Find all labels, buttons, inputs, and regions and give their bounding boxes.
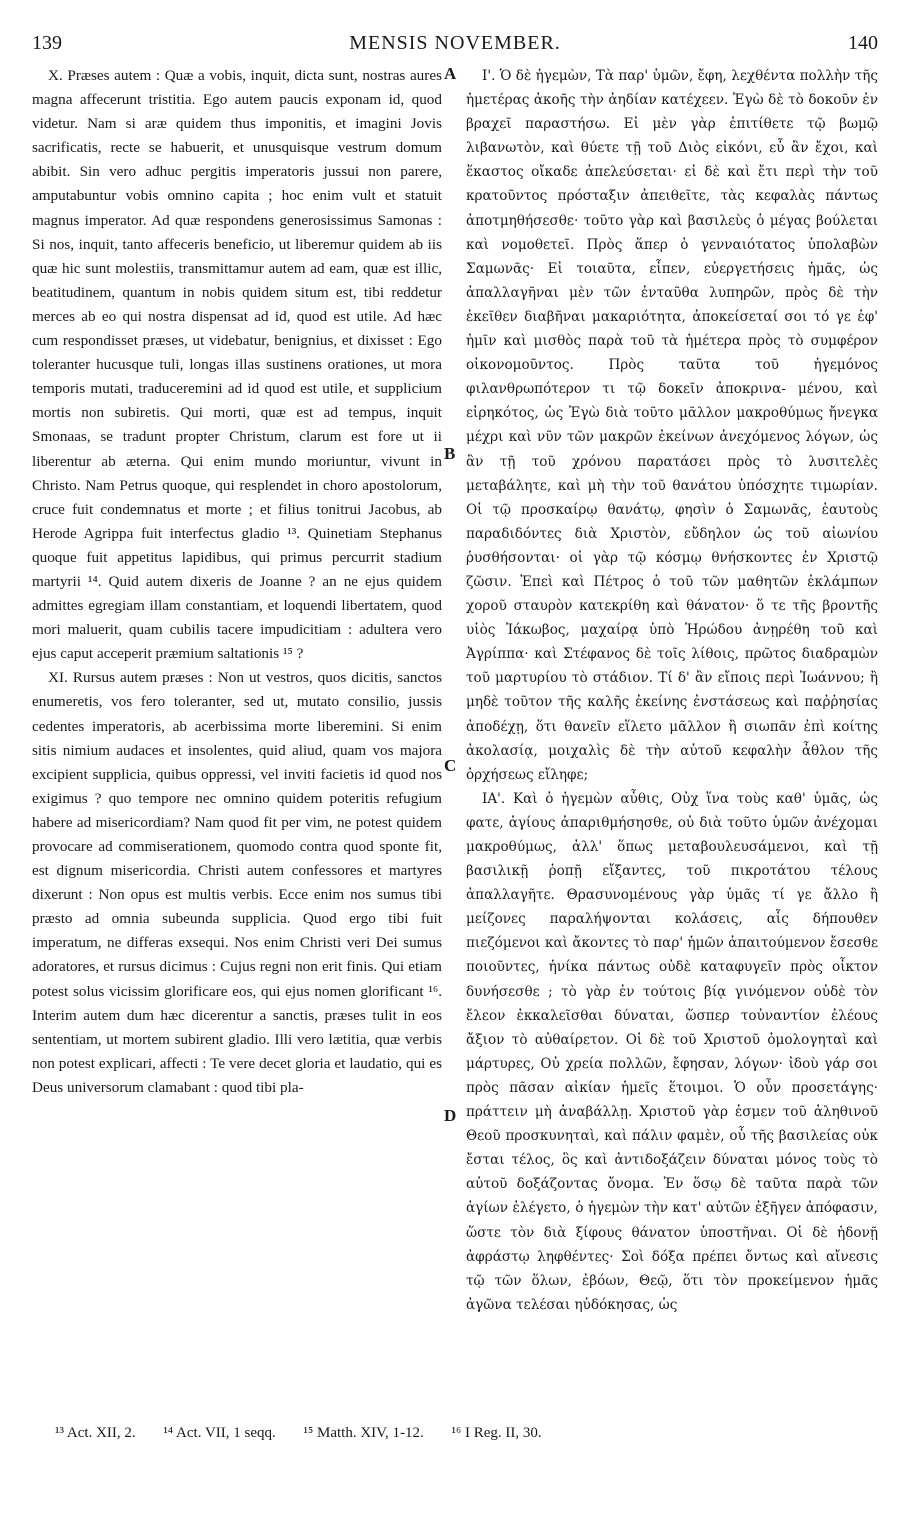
greek-paragraph-ia: ΙΑ'. Καὶ ὁ ἡγεμὼν αὖθις, Οὐχ ἵνα τοὺς καθ' ὑμᾶς, ὡς φατε, ἁγίους ἀπαριθμήσησθε, οὐ διὰ τοῦτο ὑμῶν ἀνέχομαι μακροθύμως, ἀλλ' ὅπως μεταβουλευσάμενοι, καὶ τῇ βασιλικῇ ῥοπῇ εἴξαντες, τοῦ πικροτάτου τέλους ἀπαλλαγῆτε. Θρασυνομένους γὰρ ὑμᾶς τί γε ἄλλο ἢ μείζονες παραλήψονται κολάσεις, αἷς δήπουθεν πιεζόμενοι καὶ ἄκοντες τὸ παρ' ἡμῶν ἀπαιτούμενον ἔσεσθε ποιοῦντες, ἡνίκα πάντως οὐδὲ καταφυγεῖν πρὸς οἶκτον δυνήσεσθε ; τὸ γὰρ ἐν τούτοις βίᾳ γινόμενον οὐδὲ τὸν ἔλεον ἐκκαλεῖσθαι δύναται, ὥσπερ τοὐναντίον ἐλέους ἄξιον τὸ αὐθαίρετον. Οἱ δὲ τοῦ Χριστοῦ ὁμολογηταὶ καὶ μάρτυρες, Οὐ χρεία πολλῶν, ἔφησαν, λόγων· ἰδοὺ γάρ σοι πρὸς πᾶσαν αἰκίαν ἡμεῖς ἕτοιμοι. Ὁ οὖν προσετάγης· πράττειν μὴ ἀναβάλλῃ. Χριστοῦ γὰρ ἐσμεν τοῦ ἀληθινοῦ Θεοῦ προσκυνηταὶ, καὶ πάλιν φαμὲν, οὗ τῆς βασιλείας οὐκ ἔσται τέλος, ὃς καὶ ἀντιδοξάζειν δύναται μόνος τοὺς τὸ αὐτοῦ δοξάζοντας ὄνομα. Ἐν ὅσῳ δὲ ταῦτα παρὰ τῶν ἁγίων ἐλέγετο, ὁ ἡγεμὼν τὴν κατ' αὐτῶν ἐξῆγεν ἀπόφασιν, ὥστε τὸν διὰ ξίφους θάνατον ὑποστῆναι. Οἱ δὲ ἡδονῇ ἀφράστῳ ληφθέντες· Σοὶ δόξα πρέπει ὄντως καὶ αἴνεσις τῷ τῶν ὅλων, ἐβόων, Θεῷ, ὅτι τὸν προκείμενον ἡμᾶς ἀγῶνα τελέσαι ηὐδόκησας, ὡς (466, 790, 878, 1313)
footnote-15: ¹⁵ Matth. XIV, 1-12. (303, 1425, 424, 1441)
greek-paragraph-i: Ι'. Ὁ δὲ ἡγεμὼν, Τὰ παρ' ὑμῶν, ἔφη, λεχθέντα πολλὴν τῆς ἡμετέρας ἀκοῆς τὴν ἀηδίαν κατέχεεν. Ἐγὼ δὲ τὸ δοκοῦν ἐν βραχεῖ παραστήσω. Εἰ μὲν γὰρ ἐπιτίθετε τῷ βωμῷ λιβανωτὸν, καὶ θύετε τῇ τοῦ Διὸς εἰκόνι, εὖ ἂν ἔχοι, καὶ ἕκαστος οἴκαδε ἀπελεύσεται· εἰ δὲ καὶ ἔτι περὶ τὴν τοῦ κρατοῦντος πρόσταξιν ἀπειθεῖτε, τὰς κεφαλὰς πάντως ἀποτμηθήσεσθε· τοῦτο γὰρ καὶ βασιλεὺς ὁ μέγας βούλεται καὶ νομοθετεῖ. Πρὸς ἅπερ ὁ γενναιότατος ὑπολαβὼν Σαμωνᾶς· Εἰ τοιαῦτα, εἶπεν, εὐεργετήσεις ἡμᾶς, ὡς ἀπαλλαγῆναι μὲν τῶν ἐνταῦθα λυπηρῶν, πρὸς δὲ τὴν ἐκεῖθεν διαβῆναι μακαριότητα, ἀποκείσεταί σοι τό γε ἐφ' ἡμῖν καὶ μισθὸς παρὰ τοῦ τὰ ἡμέτερα πρὸς τὸ συμφέρον οἰκονομοῦντος. Πρὸς ταῦτα τοῦ ἡγεμόνος φιλανθρωπότερον τι τῷ δοκεῖν ἀποκρινα- μένου, καὶ εἰρηκότος, ὡς Ἐγὼ διὰ τοῦτο μᾶλλον μακροθύμως ἤνεγκα μέχρι καὶ νῦν τῶν μακρῶν ἐκείνων ἀνεχόμενος λόγων, ὡς ἂν τῇ τοῦ χρόνου παρατάσει πρὸς τὸ λυσιτελὲς μεταβάλητε, καὶ μὴ τὴν τοῦ θανάτου ὑπόσχητε τιμωρίαν. Οἱ τῷ προσκαίρῳ θανάτῳ, φησὶν ὁ Σαμωνᾶς, ἑαυτοὺς παραδιδόντες διὰ Χριστὸν, εὔδηλον ὡς τοῦ αἰωνίου ῥυσθήσονται· οἱ γὰρ τῷ κόσμῳ θνήσκοντες ἐν Χριστῷ ζῶσιν. Ἐπεὶ καὶ Πέτρος ὁ τοῦ τῶν μαθητῶν ἐκλάμπων χοροῦ σταυρὸν κατεκρίθη καὶ θάνατον· ὅ τε τῆς βροντῆς υἱὸς Ἰάκωβος, μαχαίρᾳ ὑπὸ Ἡρώδου ἀνῃρέθη τοῦ καὶ Ἀγρίππα· καὶ Στέφανος δὲ τοῖς λίθοις, πρῶτος διαδραμὼν τοῦ μαρτυρίου τὸ στάδιον. Τί δ' ἂν εἴποις περὶ Ἰωάννου; ἢ μηδὲ τοῦτον τῆς καλῆς ἐκείνης ἐνστάσεως καὶ παῤῥησίας ἀποδέχῃ, ὅτι θανεῖν εἵλετο μᾶλλον ἢ σιωπᾶν ἐπὶ κοίτης ἀκολασίᾳ, μοιχαλὶς δὲ τὴν αὐτοῦ κεφαλὴν ἆθλον τῆς ὀρχήσεως εἴληφε; (466, 68, 878, 783)
section-marker-a: A (444, 64, 457, 83)
page-number-right: 140 (848, 32, 878, 54)
page-number-left: 139 (32, 32, 62, 54)
greek-column (466, 64, 878, 1317)
footnote-16: ¹⁶ I Reg. II, 30. (451, 1425, 542, 1441)
latin-paragraph-xi: XI. Rursus autem præses : Non ut vestros, quos dicitis, sanctos enumeretis, vos fero toleranter, sed ut, mutato consilio, jussis cedentes imperatoris, ab acerbissima morte liberemini. Si enim sitis nimium audaces et insolentes, quid aliud, quam vos majora excipient supplicia, quibus oppressi, vel inviti facietis id quod nos exigimus ? quo tempore nec omnino quidem poteritis refugium habere ad misericordiam? Nam quod fit per vim, ne potest quidem provocare ad commiserationem, quomodo contra quod sponte fit, est dignum misericordia. Christi autem confessores et martyres dixerunt : Non opus est multis verbis. Ecce enim nos sumus tibi præsto ad omnia subeunda supplicia. Quod ergo tibi fuit imperatum, ne differas exsequi. Nos enim Christi veri Dei sumus adoratores, et rursus dicimus : Cujus regni non erit finis. Qui etiam potest solus vicissim glorificare eos, qui ejus nomen glorificant ¹⁶. Interim autem dum hæc dicerentur a sanctis, præses tulit in eos sententiam, ut mortem subirent gladio. Illi vero lætitia, quæ verbis non potest explicari, affecti : Te vere decet gloria et laudatio, qui es Deus universorum clamabant : quod tibi pla- (32, 669, 442, 1096)
footnote-13: ¹³ Act. XII, 2. (55, 1425, 136, 1441)
section-marker-b: B (444, 444, 456, 463)
section-marker-d: D (444, 1106, 457, 1125)
running-title: MENSIS NOVEMBER. (349, 32, 561, 54)
footnote-14: ¹⁴ Act. VII, 1 seqq. (163, 1425, 276, 1441)
footnotes (55, 1425, 855, 1442)
latin-column (32, 64, 442, 1100)
section-marker-c: C (444, 756, 457, 775)
page-header (32, 32, 878, 60)
latin-paragraph-x: X. Præses autem : Quæ a vobis, inquit, dicta sunt, nostras aures magna affecerunt tristitia. Ego autem paucis exponam id, quod videtur. Nam si aræ quidem thus imponitis, et imagini Jovis sacrificatis, recte se habuerit, et unusquisque vestrum domum abibit. Sin vero adhuc pergitis imperatoris jussui non parere, amputabuntur vobis omnino capita ; hoc enim vult et statuit magnus imperator. Ad quæ respondens generosissimus Samonas : Si nos, inquit, tanto affeceris beneficio, ut liberemur quidem ab iis quæ hic sunt molestiis, transmittamur autem ad eam, quæ est illic, beatitudinem, quantum in nobis quidem situm est, tibi reddetur merces ab eo qui nostra dispensat ad id, quod est utile. Ad hæc cum respondisset præses, ut videbatur, benignius, et dixisset : Ego toleranter hucusque tuli, longas illas sustinens orationes, ut mora temporis mutati, traduceremini ad id quod est utile, et supplicium mortis non subiretis. Qui morti, quæ est ad tempus, inquit Smonaas, se tradunt propter Christum, clarum est fore ut ii liberentur ab æterna. Qui enim mundo moriuntur, vivunt in Christo. Nam Petrus quoque, qui resplendet in choro apostolorum, cruce fuit condemnatus et morte ; et filius tonitrui Jacobus, ab Herode Agrippa fuit interfectus gladio ¹³. Quinetiam Stephanus quoque fuit appetitus lapidibus, qui primus percurrit stadium martyrii ¹⁴. Quid autem dixeris de Joanne ? an ne ejus quidem admittes egregiam illam constantiam, et loquendi libertatem, quod mori maluerit, quam cubilis tacere impudicitiam : adultera vero ejus caput acceperit præmium saltationis ¹⁵ ? (32, 67, 442, 663)
